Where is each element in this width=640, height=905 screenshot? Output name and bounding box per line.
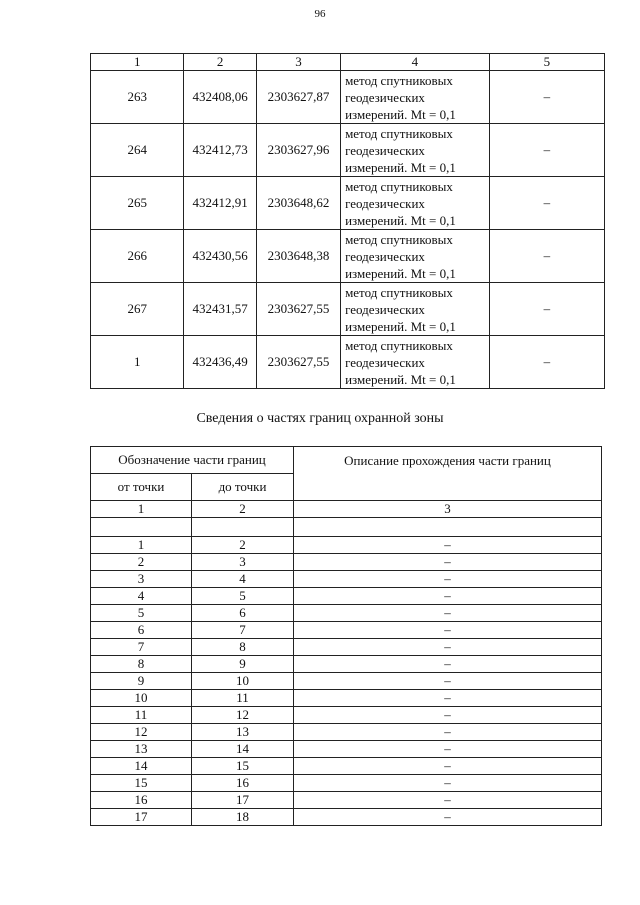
y-coordinate-cell: 2303627,96 xyxy=(256,124,340,177)
description-cell: – xyxy=(294,673,602,690)
from-point-header: от точки xyxy=(91,474,192,501)
to-point-cell: 4 xyxy=(192,571,294,588)
from-point-cell: 15 xyxy=(91,775,192,792)
from-point-cell: 2 xyxy=(91,554,192,571)
to-point-cell: 2 xyxy=(192,537,294,554)
y-coordinate-cell: 2303627,55 xyxy=(256,283,340,336)
description-cell: – xyxy=(294,792,602,809)
method-cell xyxy=(341,283,490,336)
method-line: метод спутниковых xyxy=(345,284,453,300)
method-line: геодезических xyxy=(345,195,425,211)
point-number-cell: 265 xyxy=(91,177,184,230)
table-row xyxy=(91,554,602,571)
to-point-cell: 7 xyxy=(192,622,294,639)
description-cell: – xyxy=(294,588,602,605)
empty-cell xyxy=(294,518,602,537)
to-point-header: до точки xyxy=(192,474,294,501)
description-cell: – xyxy=(294,724,602,741)
from-point-cell: 6 xyxy=(91,622,192,639)
table-row xyxy=(91,809,602,826)
description-cell: – xyxy=(294,707,602,724)
coordinates-header-row xyxy=(91,54,605,71)
table-row xyxy=(91,690,602,707)
x-coordinate-cell: 432436,49 xyxy=(184,336,256,389)
from-point-cell: 12 xyxy=(91,724,192,741)
method-line: измерений. Mt = 0,1 xyxy=(345,318,456,334)
to-point-cell: 16 xyxy=(192,775,294,792)
table-row xyxy=(91,673,602,690)
column-number-3: 3 xyxy=(294,501,602,518)
table-row xyxy=(91,177,605,230)
method-line: геодезических xyxy=(345,248,425,264)
description-cell: – xyxy=(294,571,602,588)
from-point-cell: 17 xyxy=(91,809,192,826)
x-coordinate-cell: 432431,57 xyxy=(184,283,256,336)
to-point-cell: 3 xyxy=(192,554,294,571)
to-point-cell: 17 xyxy=(192,792,294,809)
to-point-cell: 12 xyxy=(192,707,294,724)
description-cell: – xyxy=(294,656,602,673)
x-coordinate-cell: 432412,91 xyxy=(184,177,256,230)
description-cell: – xyxy=(294,809,602,826)
table-row xyxy=(91,741,602,758)
method-line: метод спутниковых xyxy=(345,178,453,194)
table-row xyxy=(91,537,602,554)
method-cell xyxy=(341,71,490,124)
y-coordinate-cell: 2303648,38 xyxy=(256,230,340,283)
column-number-1: 1 xyxy=(91,501,192,518)
from-point-cell: 16 xyxy=(91,792,192,809)
from-point-cell: 9 xyxy=(91,673,192,690)
from-point-cell: 11 xyxy=(91,707,192,724)
from-point-cell: 1 xyxy=(91,537,192,554)
table-row xyxy=(91,124,605,177)
method-cell xyxy=(341,230,490,283)
method-line: геодезических xyxy=(345,142,425,158)
x-coordinate-cell: 432408,06 xyxy=(184,71,256,124)
description-cell: – xyxy=(294,622,602,639)
table-row xyxy=(91,792,602,809)
column-number-2: 2 xyxy=(192,501,294,518)
method-line: метод спутниковых xyxy=(345,337,453,353)
method-line: геодезических xyxy=(345,89,425,105)
point-number-cell: 266 xyxy=(91,230,184,283)
from-point-cell: 5 xyxy=(91,605,192,622)
from-point-cell: 8 xyxy=(91,656,192,673)
from-point-cell: 7 xyxy=(91,639,192,656)
note-cell: – xyxy=(489,230,604,283)
column-number-2: 2 xyxy=(184,54,256,71)
table-row xyxy=(91,230,605,283)
to-point-cell: 10 xyxy=(192,673,294,690)
method-line: метод спутниковых xyxy=(345,125,453,141)
table-row xyxy=(91,758,602,775)
point-number-cell: 264 xyxy=(91,124,184,177)
method-line: измерений. Mt = 0,1 xyxy=(345,265,456,281)
description-header: Описание прохождения части границ xyxy=(294,447,602,501)
empty-cell xyxy=(91,518,192,537)
method-cell xyxy=(341,177,490,230)
x-coordinate-cell: 432430,56 xyxy=(184,230,256,283)
to-point-cell: 6 xyxy=(192,605,294,622)
point-number-cell: 1 xyxy=(91,336,184,389)
note-cell: – xyxy=(489,336,604,389)
description-cell: – xyxy=(294,741,602,758)
from-point-cell: 3 xyxy=(91,571,192,588)
point-number-cell: 267 xyxy=(91,283,184,336)
method-line: измерений. Mt = 0,1 xyxy=(345,159,456,175)
description-cell: – xyxy=(294,690,602,707)
section-title: Сведения о частях границ охранной зоны xyxy=(196,411,444,426)
from-point-cell: 13 xyxy=(91,741,192,758)
table-row xyxy=(91,724,602,741)
method-cell xyxy=(341,336,490,389)
table-row xyxy=(91,588,602,605)
parts-header-row xyxy=(91,447,602,474)
table-row xyxy=(91,775,602,792)
column-number-3: 3 xyxy=(256,54,340,71)
table-row xyxy=(91,605,602,622)
table-row xyxy=(91,707,602,724)
y-coordinate-cell: 2303627,87 xyxy=(256,71,340,124)
to-point-cell: 15 xyxy=(192,758,294,775)
method-line: геодезических xyxy=(345,301,425,317)
to-point-cell: 14 xyxy=(192,741,294,758)
table-row xyxy=(91,71,605,124)
method-line: метод спутниковых xyxy=(345,72,453,88)
table-row xyxy=(91,336,605,389)
y-coordinate-cell: 2303627,55 xyxy=(256,336,340,389)
method-line: метод спутниковых xyxy=(345,231,453,247)
method-line: геодезических xyxy=(345,354,425,370)
x-coordinate-cell: 432412,73 xyxy=(184,124,256,177)
to-point-cell: 11 xyxy=(192,690,294,707)
description-cell: – xyxy=(294,758,602,775)
to-point-cell: 5 xyxy=(192,588,294,605)
description-cell: – xyxy=(294,554,602,571)
from-point-cell: 10 xyxy=(91,690,192,707)
to-point-cell: 18 xyxy=(192,809,294,826)
boundary-part-designation-header: Обозначение части границ xyxy=(91,447,294,474)
table-row xyxy=(91,283,605,336)
point-number-cell: 263 xyxy=(91,71,184,124)
y-coordinate-cell: 2303648,62 xyxy=(256,177,340,230)
empty-row xyxy=(91,518,602,537)
description-cell: – xyxy=(294,775,602,792)
note-cell: – xyxy=(489,283,604,336)
coordinates-table xyxy=(90,53,605,389)
from-point-cell: 4 xyxy=(91,588,192,605)
note-cell: – xyxy=(489,124,604,177)
empty-cell xyxy=(192,518,294,537)
method-line: измерений. Mt = 0,1 xyxy=(345,212,456,228)
note-cell: – xyxy=(489,71,604,124)
to-point-cell: 8 xyxy=(192,639,294,656)
table-row xyxy=(91,622,602,639)
description-cell: – xyxy=(294,639,602,656)
page-number: 96 xyxy=(314,8,326,20)
method-line: измерений. Mt = 0,1 xyxy=(345,371,456,387)
description-cell: – xyxy=(294,605,602,622)
table-row xyxy=(91,656,602,673)
method-cell xyxy=(341,124,490,177)
from-point-cell: 14 xyxy=(91,758,192,775)
table-row xyxy=(91,571,602,588)
parts-column-number-row xyxy=(91,501,602,518)
column-number-5: 5 xyxy=(489,54,604,71)
method-line: измерений. Mt = 0,1 xyxy=(345,106,456,122)
to-point-cell: 13 xyxy=(192,724,294,741)
description-cell: – xyxy=(294,537,602,554)
column-number-4: 4 xyxy=(341,54,490,71)
to-point-cell: 9 xyxy=(192,656,294,673)
note-cell: – xyxy=(489,177,604,230)
table-row xyxy=(91,639,602,656)
boundary-parts-table xyxy=(90,446,602,826)
column-number-1: 1 xyxy=(91,54,184,71)
